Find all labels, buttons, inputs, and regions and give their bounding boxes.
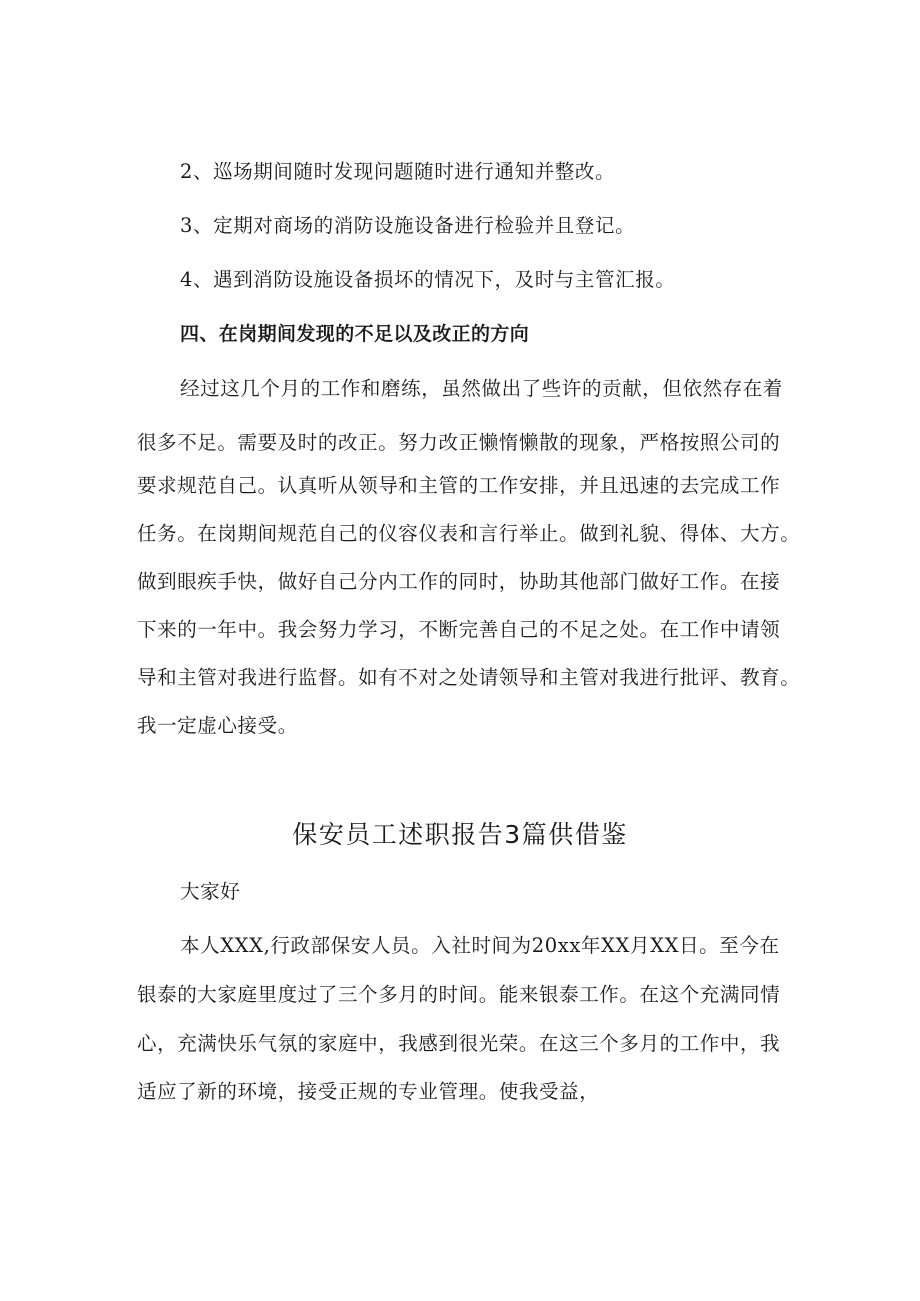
paragraph-line: 很多不足。需要及时的改正。努力改正懒惰懒散的现象，严格按照公司的 xyxy=(137,431,781,454)
paragraph-line: 银泰的大家庭里度过了三个多月的时间。能来银泰工作。在这个充满同情 xyxy=(137,983,781,1006)
paragraph-line: 任务。在岗期间规范自己的仪容仪表和言行举止。做到礼貌、得体、大方。 xyxy=(137,522,801,545)
paragraph-line: 导和主管对我进行监督。如有不对之处请领导和主管对我进行批评、教育。 xyxy=(137,666,801,689)
list-item-3: 3、定期对商场的消防设施设备进行检验并且登记。 xyxy=(180,214,636,237)
paragraph-line: 心，充满快乐气氛的家庭中，我感到很光荣。在这三个多月的工作中，我 xyxy=(137,1032,781,1055)
paragraph-line: 做到眼疾手快，做好自己分内工作的同时，协助其他部门做好工作。在接 xyxy=(137,570,781,593)
section-heading: 四、在岗期间发现的不足以及改正的方向 xyxy=(180,323,530,345)
paragraph-line: 经过这几个月的工作和磨练，虽然做出了些许的贡献，但依然存在着 xyxy=(180,377,784,400)
paragraph-line: 我一定虚心接受。 xyxy=(137,714,298,737)
report-title: 保安员工述职报告3篇供借鉴 xyxy=(292,820,628,849)
paragraph-line: 本人XXX,行政部保安人员。入社时间为20xx年XX月XX日。至今在 xyxy=(180,934,780,957)
greeting: 大家好 xyxy=(180,880,241,903)
paragraph-line: 要求规范自己。认真听从领导和主管的工作安排，并且迅速的去完成工作 xyxy=(137,474,781,497)
paragraph-line: 适应了新的环境，接受正规的专业管理。使我受益， xyxy=(137,1080,600,1103)
list-item-4: 4、遇到消防设施设备损坏的情况下，及时与主管汇报。 xyxy=(180,268,676,291)
list-item-2: 2、巡场期间随时发现问题随时进行通知并整改。 xyxy=(180,160,616,183)
paragraph-line: 下来的一年中。我会努力学习，不断完善自己的不足之处。在工作中请领 xyxy=(137,618,781,641)
